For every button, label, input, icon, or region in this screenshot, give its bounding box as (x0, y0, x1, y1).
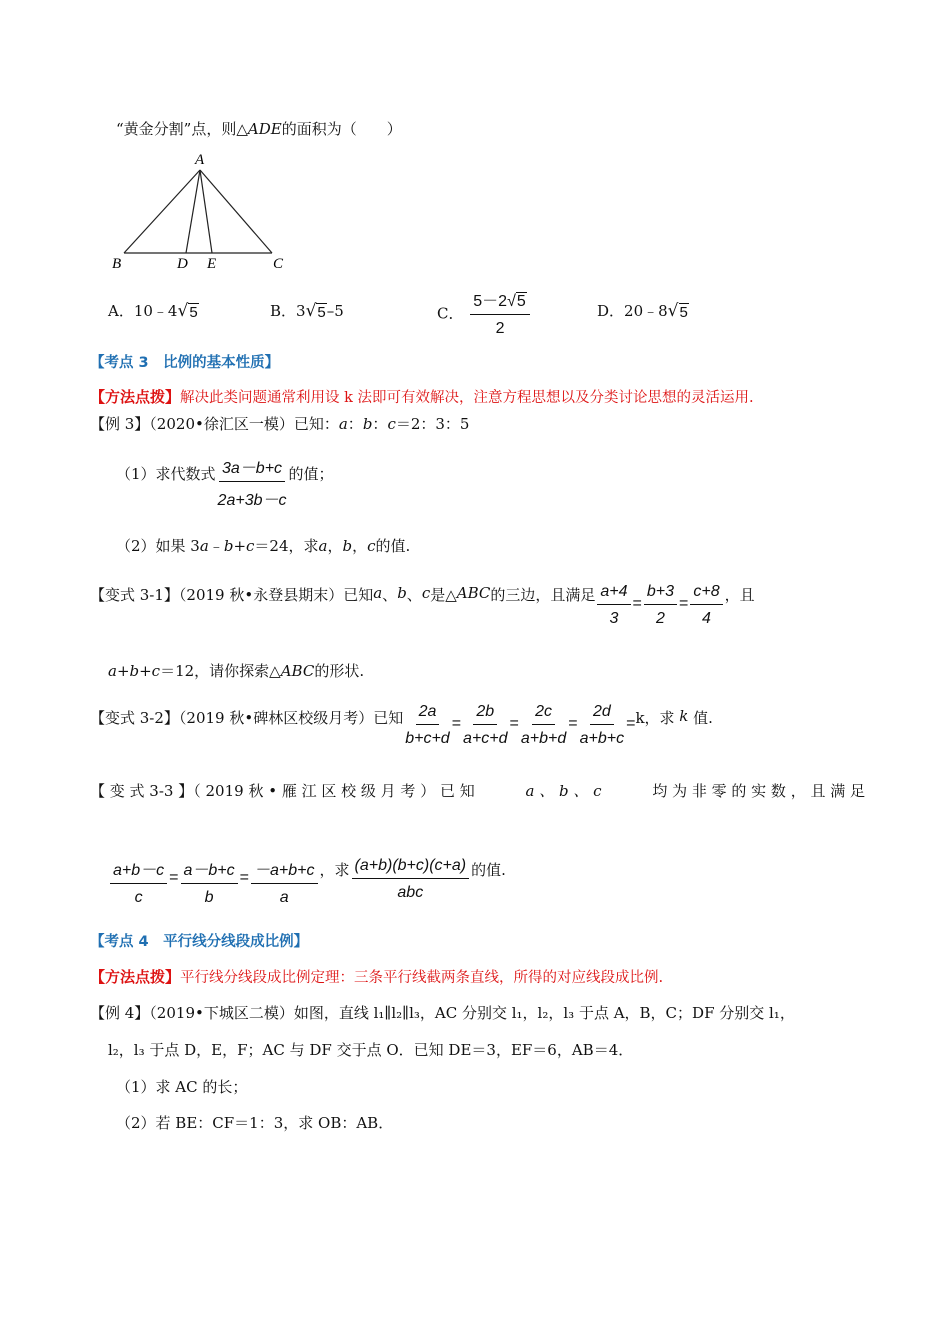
v33-f4-num: (a+b)(b+c)(c+a) (352, 857, 470, 879)
v33-end: 的值. (471, 861, 506, 879)
v31-f3-num: c+8 (690, 583, 722, 605)
sqrt-icon: √ 5 (177, 301, 198, 321)
q2-plus: + (233, 537, 247, 555)
method-tag: 【方法点拨】 (90, 388, 181, 406)
v31-line2-pre: a+b+c (108, 662, 161, 680)
v33-head: 【 变 式 3-3 】（ 2019 秋 • 雁 江 区 校 级 月 考 ） 已 知 (90, 782, 475, 800)
variant-3-1-line2 (108, 660, 364, 681)
v32-eq3: = (568, 715, 578, 732)
v31-a: a (373, 584, 383, 602)
ex3-c: c (387, 415, 396, 433)
v32-f3-den: a+b+d (520, 730, 567, 747)
v32-f3-num: 2c (532, 703, 555, 725)
q2-vb: b (342, 537, 353, 555)
v33-f1-num: a+b－c (110, 857, 167, 884)
v32-f1-den: b+c+d (405, 730, 450, 747)
v33-f2-num: a－b+c (181, 857, 238, 884)
v31-sep1: 、 (382, 586, 398, 604)
v33-f3-den: a (279, 889, 289, 906)
example-3-q1 (116, 455, 334, 510)
option-d-letter: D． (597, 302, 625, 320)
method-text: 解决此类问题通常利用设 k 法即可有效解决，注意方程思想以及分类讨论思想的灵活运用. (180, 390, 754, 406)
option-a-pre: 10﹣4 (133, 302, 178, 320)
example-3-title (90, 413, 469, 434)
sqrt-icon: √ 5 (667, 301, 688, 321)
v31-frac2 (644, 583, 677, 628)
v31-tail: 的三边，且满足 (490, 586, 596, 604)
example-4-line2: l₂，l₃ 于点 D，E，F；AC 与 DF 交于点 O．已知 DE＝3，EF＝6，AB＝4． (108, 1041, 634, 1059)
v33-f4-den: abc (397, 884, 424, 901)
v33-frac1 (110, 857, 167, 907)
v33-frac4 (352, 857, 470, 902)
q2-comma1: ， (327, 537, 343, 555)
v31-f3-den: 4 (702, 610, 711, 627)
v31-tri: ABC (456, 584, 491, 602)
option-c-num: 5－2 (473, 293, 508, 310)
sqrt-icon: √ 5 (305, 301, 326, 321)
v31-after: ，且 (724, 586, 755, 604)
variant-3-1 (90, 583, 755, 628)
v32-eq1: = (451, 715, 462, 732)
v31-f1-den: 3 (609, 610, 619, 627)
label-d: D (177, 256, 188, 272)
v32-k: k (679, 707, 689, 725)
q1-post: 的值； (288, 465, 334, 483)
q2-vc: c (367, 537, 376, 555)
method-tag: 【方法点拨】 (90, 968, 181, 986)
q2-end: 的值. (375, 537, 411, 555)
q2-rest: ＝24，求 (254, 537, 319, 555)
q2-minus: ﹣ (208, 537, 224, 555)
option-b-pre: 3 (296, 302, 306, 320)
label-c: C (273, 256, 284, 272)
v31-c: c (421, 584, 431, 602)
v33-frac2 (181, 857, 238, 907)
v31-eq2: = (679, 595, 689, 612)
intro-line (116, 118, 402, 139)
label-e: E (207, 256, 217, 272)
v32-f4-num: 2d (590, 703, 614, 725)
v33-eq1: = (169, 869, 179, 886)
v32-frac3 (521, 703, 566, 748)
v33-f3-num: －a+b+c (251, 857, 318, 884)
v32-f2-den: a+c+d (463, 730, 508, 747)
q2-c: c (246, 537, 255, 555)
v31-frac1 (597, 583, 630, 628)
v31-mid: 是△ (430, 586, 457, 604)
option-d[interactable] (597, 300, 689, 321)
v31-b: b (397, 584, 407, 602)
option-b-post: –5 (326, 302, 344, 320)
v33-f2-den: b (204, 889, 214, 906)
v33-tail: 均 为 非 零 的 实 数 ， 且 满 足 (652, 782, 865, 800)
ex3-colon1: ： (347, 415, 363, 433)
v32-f1-num: 2a (416, 703, 440, 725)
q2-comma2: ， (352, 537, 368, 555)
example-4-line1: 【例 4】（2019•下城区二模）如图，直线 l₁∥l₂∥l₃，AC 分别交 l₁，l₂，l₃ 于点 A，B，C；DF 分别交 l₁， (90, 1004, 795, 1022)
variant-3-3-formula (108, 857, 506, 907)
v32-eq2: = (509, 715, 519, 732)
q2-pre: （2）如果 3 (116, 537, 200, 555)
method-tip-k3 (90, 386, 754, 407)
v32-head: 【变式 3-2】（2019 秋•碑林区校级月考）已知 (90, 709, 404, 727)
intro-prefix: “黄金分割”点，则△ (116, 120, 248, 138)
variant-3-3-line1 (90, 780, 865, 801)
section-heading-k3: 【考点 3 比例的基本性质】 (90, 355, 280, 371)
v33-ask: ，求 (319, 861, 350, 879)
v32-tail-pre: k，求 (635, 709, 680, 727)
v31-frac3 (690, 583, 722, 628)
sqrt-icon: √ 5 (507, 293, 526, 310)
option-d-radicand: 5 (679, 304, 688, 321)
v31-line2-rest: ＝12，请你探索△ (160, 662, 281, 680)
v32-eq4: = (626, 715, 636, 732)
ex3-ratio: ＝2：3：5 (395, 415, 470, 433)
v32-f4-den: a+b+c (579, 730, 625, 747)
option-a-radicand: 5 (189, 304, 198, 321)
option-c-radicand: 5 (516, 293, 526, 310)
v32-frac2 (463, 703, 507, 748)
label-a: A (195, 152, 205, 168)
v31-f2-den: 2 (656, 610, 665, 627)
q1-fraction (218, 455, 287, 510)
q1-pre: （1）求代数式 (116, 465, 216, 483)
option-c-fraction (470, 288, 530, 338)
v31-line2-end: 的形状. (314, 662, 365, 680)
section-heading-k4: 【考点 4 平行线分线段成比例】 (90, 934, 309, 950)
v32-tail-end: 值. (688, 709, 713, 727)
option-c-den: 2 (495, 320, 505, 337)
v31-eq1: = (632, 595, 642, 612)
ex3-a: a (338, 415, 348, 433)
ex3-head: 【例 3】（2020•徐汇区一模）已知： (90, 415, 339, 433)
q1-den: 2a+3b－c (217, 492, 287, 509)
v32-f2-num: 2b (473, 703, 497, 725)
v33-vars: a 、 b 、 c (525, 782, 602, 800)
variant-3-2 (90, 703, 713, 748)
intro-triangle: ADE (247, 120, 282, 138)
q2-va: a (318, 537, 328, 555)
v31-line2-tri: ABC (280, 662, 315, 680)
ex3-colon2: ： (372, 415, 388, 433)
v33-f1-den: c (134, 889, 143, 906)
q2-b: b (223, 537, 234, 555)
v32-frac4 (580, 703, 624, 748)
triangle-figure (100, 148, 300, 273)
option-d-pre: 20﹣8 (624, 302, 668, 320)
q1-num: 3a－b+c (219, 455, 285, 482)
option-a[interactable] (108, 300, 199, 321)
option-a-letter: A． (108, 302, 134, 320)
example-3-q2 (116, 535, 410, 556)
v33-eq2: = (239, 869, 249, 886)
v31-f1-num: a+4 (597, 583, 630, 605)
option-c[interactable] (437, 288, 532, 338)
v33-frac3 (251, 857, 318, 907)
method-tip-k4 (90, 966, 663, 987)
v31-f2-num: b+3 (644, 583, 677, 605)
label-b: B (112, 256, 122, 272)
option-b-radicand: 5 (317, 304, 326, 321)
method-text: 平行线分线段成比例定理：三条平行线截两条直线，所得的对应线段成比例. (180, 970, 664, 986)
example-4-q2: （2）若 BE：CF＝1：3，求 OB：AB． (116, 1114, 394, 1132)
v31-head: 【变式 3-1】（2019 秋•永登县期末）已知 (90, 586, 374, 604)
q2-a: a (199, 537, 209, 555)
option-b-letter: B． (270, 302, 297, 320)
intro-suffix: 的面积为（ ） (281, 120, 402, 138)
example-4-q1: （1）求 AC 的长； (116, 1078, 248, 1096)
option-c-letter: C． (437, 304, 464, 323)
v32-frac1 (405, 703, 449, 748)
ex3-b: b (362, 415, 373, 433)
v31-sep2: 、 (406, 586, 422, 604)
option-b[interactable] (270, 300, 344, 321)
